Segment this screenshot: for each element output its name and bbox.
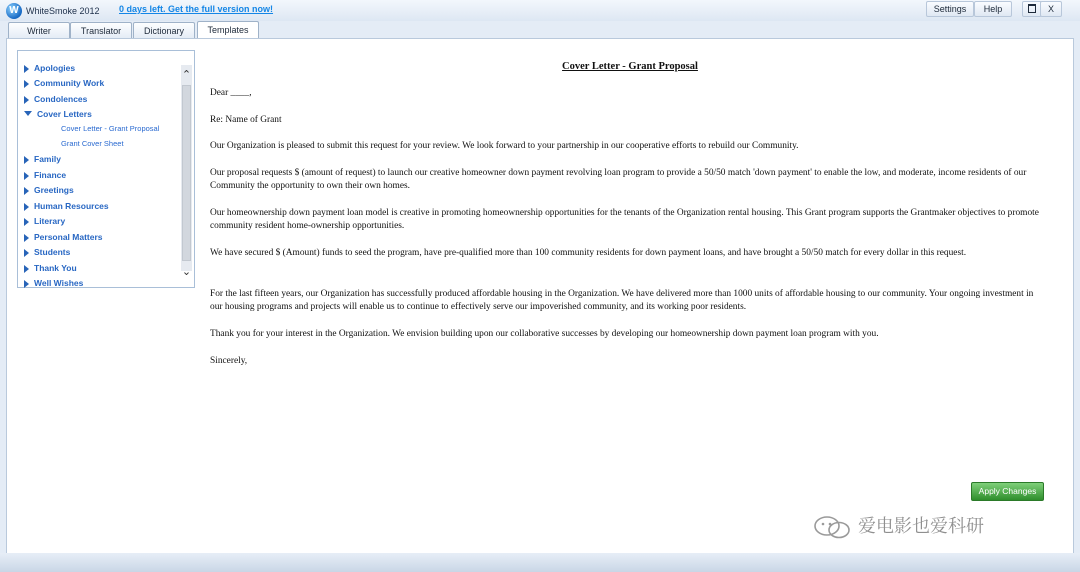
- sidebar-item-students[interactable]: [24, 246, 70, 259]
- sidebar-item-community-work[interactable]: [24, 77, 104, 90]
- tab-templates[interactable]: Templates: [197, 21, 259, 40]
- sidebar-item-thank-you[interactable]: [24, 262, 77, 275]
- expand-arrow-icon: [24, 156, 29, 164]
- sidebar-item-human-resources[interactable]: [24, 200, 109, 213]
- status-bar: [0, 553, 1080, 572]
- tab-dictionary[interactable]: Dictionary: [133, 22, 195, 39]
- document-paragraph: Our homeownership down payment loan model is creative in promoting homeownership opportunities for the tenants of the Organization rental housing. This Grant program supports the Grantmaker objectives to promote community resident home-ownership opportunities.: [210, 208, 1039, 232]
- expand-arrow-icon: [24, 218, 29, 226]
- sidebar-item-label: Greetings: [34, 185, 74, 195]
- expand-arrow-icon: [24, 96, 29, 104]
- help-button[interactable]: Help: [974, 1, 1012, 17]
- sidebar-item-label: Human Resources: [34, 201, 109, 211]
- wechat-logo-icon: [812, 514, 852, 540]
- sidebar-item-label: Condolences: [34, 94, 88, 104]
- title-bar: [0, 0, 1080, 21]
- sidebar-item-apologies[interactable]: [24, 62, 75, 75]
- apply-changes-button[interactable]: Apply Changes: [971, 482, 1044, 501]
- document-paragraph: Thank you for your interest in the Organization. We envision building upon our collaborative successes by developing our homeownership down payment loan program with you.: [210, 329, 879, 339]
- scroll-up-chevron-icon[interactable]: ⌃: [181, 69, 192, 81]
- collapse-arrow-icon: [24, 111, 32, 116]
- watermark: [812, 512, 1052, 540]
- tab-translator[interactable]: Translator: [70, 22, 132, 39]
- sidebar-subitem-grant-cover-sheet[interactable]: Grant Cover Sheet: [61, 139, 124, 148]
- app-title: WhiteSmoke 2012: [26, 6, 100, 16]
- close-button[interactable]: X: [1040, 1, 1062, 17]
- sidebar-item-family[interactable]: [24, 153, 61, 166]
- expand-arrow-icon: [24, 203, 29, 211]
- expand-arrow-icon: [24, 234, 29, 242]
- document-greeting: Dear ____,: [210, 88, 252, 98]
- template-category-tree: [17, 50, 195, 288]
- sidebar-item-condolences[interactable]: [24, 93, 87, 106]
- sidebar-item-literary[interactable]: [24, 215, 65, 228]
- sidebar-item-label: Community Work: [34, 78, 105, 88]
- sidebar-item-label: Apologies: [34, 63, 76, 73]
- watermark-text: 爱电影也爱科研: [858, 516, 984, 536]
- sidebar-item-label: Finance: [34, 170, 67, 180]
- scroll-down-chevron-icon[interactable]: ⌄: [181, 266, 192, 278]
- expand-arrow-icon: [24, 187, 29, 195]
- settings-button[interactable]: Settings: [926, 1, 974, 17]
- document-closing: Sincerely,: [210, 356, 248, 366]
- document-paragraph: Our Organization is pleased to submit this request for your review. We look forward to your partnership in our cooperative efforts to rebuild our Community.: [210, 141, 799, 151]
- sidebar-scrollbar-thumb[interactable]: [182, 85, 191, 261]
- sidebar-item-label: Family: [34, 154, 61, 164]
- document-paragraph: We have secured $ (Amount) funds to seed the program, have pre-qualified more than 100 community residents for down payment loans, and have brought a 50/50 match for every dollar in this request.: [210, 248, 967, 258]
- tab-writer[interactable]: Writer: [8, 22, 70, 39]
- upgrade-link[interactable]: 0 days left. Get the full version now!: [119, 4, 274, 14]
- document-paragraph: For the last fifteen years, our Organization has successfully produced affordable housing in the Organization. We have delivered more than 1000 units of affordable housing to our community. Your ongoing investment in our housing programs and projects will enable us to continue to effectively serve our impoverished community, and its working poor residents.: [210, 289, 1034, 313]
- document-title: Cover Letter - Grant Proposal: [562, 61, 698, 72]
- sidebar-item-label: Well Wishes: [34, 278, 84, 288]
- expand-arrow-icon: [24, 280, 29, 288]
- sidebar-item-label: Literary: [34, 216, 66, 226]
- whitesmoke-logo-icon: W: [6, 3, 22, 19]
- maximize-icon: [1028, 4, 1036, 13]
- expand-arrow-icon: [24, 249, 29, 257]
- expand-arrow-icon: [24, 265, 29, 273]
- sidebar-item-cover-letters[interactable]: [24, 108, 92, 121]
- expand-arrow-icon: [24, 172, 29, 180]
- sidebar-item-label: Cover Letters: [37, 109, 92, 119]
- sidebar-subitem-grant-proposal[interactable]: Cover Letter - Grant Proposal: [61, 124, 160, 133]
- sidebar-item-well-wishes[interactable]: [24, 277, 83, 290]
- sidebar-item-personal-matters[interactable]: [24, 231, 103, 244]
- sidebar-item-greetings[interactable]: [24, 184, 74, 197]
- document-subject: Re: Name of Grant: [210, 115, 282, 125]
- expand-arrow-icon: [24, 80, 29, 88]
- expand-arrow-icon: [24, 65, 29, 73]
- sidebar-item-label: Thank You: [34, 263, 77, 273]
- maximize-button[interactable]: [1022, 1, 1042, 17]
- document-paragraph: Our proposal requests $ (amount of request) to launch our creative homeowner down payment revolving loan program to provide a 50/50 match 'down payment' to enable the low, and moderate, income residents of our Community the opportunity to own their own homes.: [210, 168, 1027, 192]
- sidebar-item-finance[interactable]: [24, 169, 66, 182]
- sidebar-item-label: Students: [34, 247, 71, 257]
- sidebar-item-label: Personal Matters: [34, 232, 103, 242]
